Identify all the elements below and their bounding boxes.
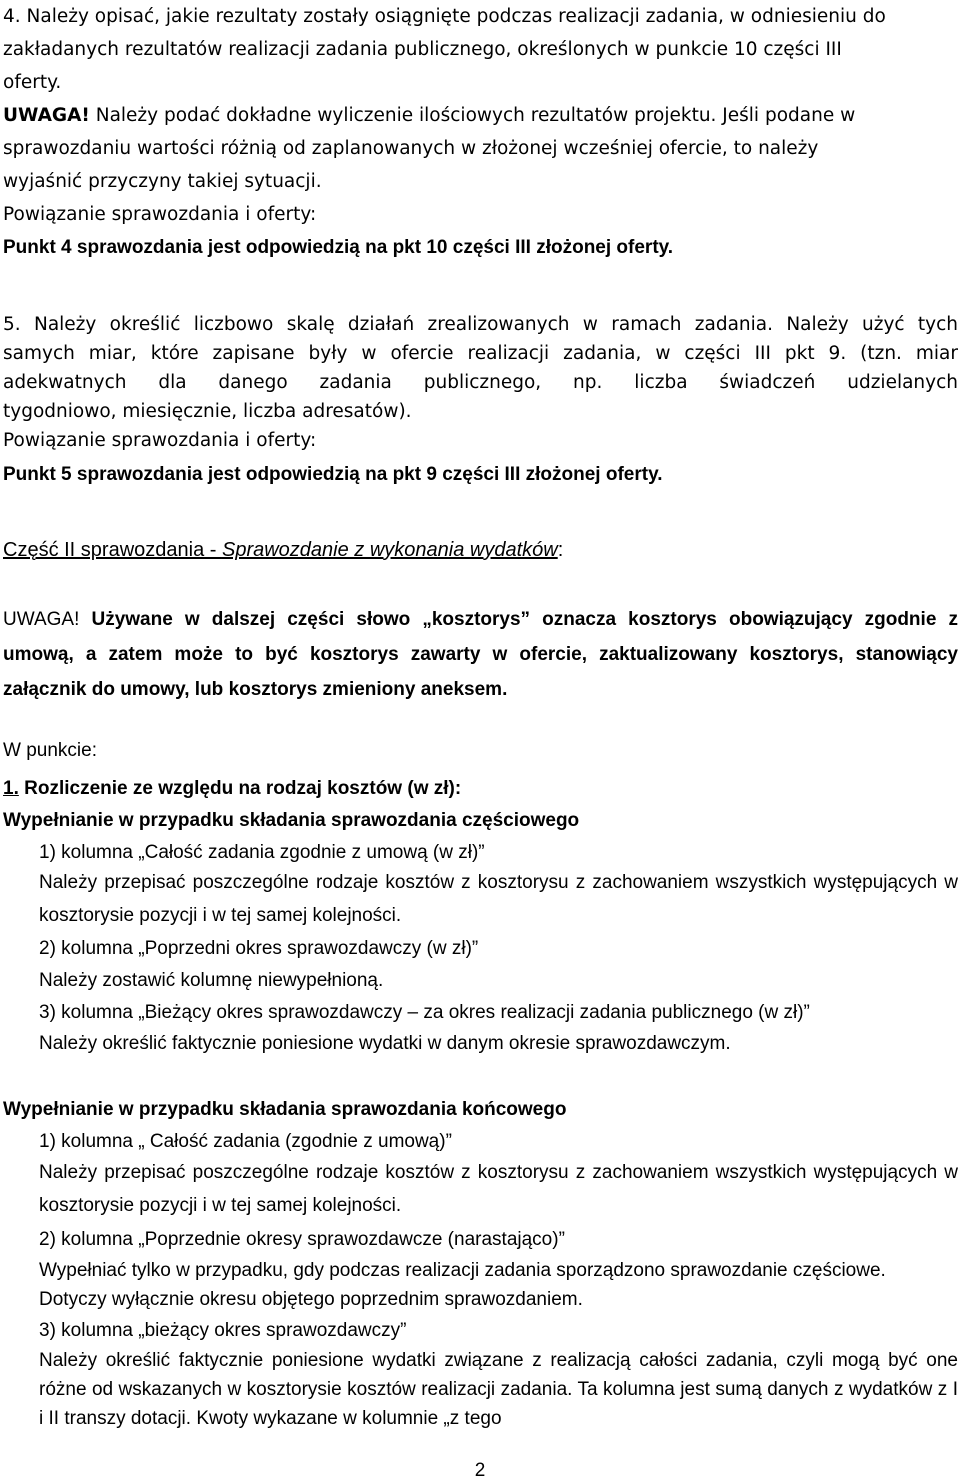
point-5-line: 5. Należy określić liczbowo skalę działań zrealizowanych w ramach zadania. Należy użyć tych (3, 314, 958, 335)
point-5-line: adekwatnych dla danego zadania publicznego, np. liczba świadczeń udzielanych (3, 372, 958, 393)
partial-col2-text: Należy zostawić kolumnę niewypełnioną. (39, 970, 384, 991)
partial-col1-text: Należy przepisać poszczególne rodzaje kosztów z kosztorysu z zachowaniem wszystkich występujących w kosztorysie pozycji i w tej samej kolejności. (39, 872, 958, 926)
point-4-line: 4. Należy opisać, jakie rezultaty zostały osiągnięte podczas realizacji zadania, w odniesieniu do (3, 6, 886, 27)
link-statement: Punkt 5 sprawozdania jest odpowiedzią na pkt 9 części III złożonej oferty. (3, 464, 663, 485)
point-4-paragraph (3, 0, 958, 264)
item-1-title: 1. Rozliczenie ze względu na rodzaj kosztów (w zł): (3, 778, 462, 799)
link-statement: Punkt 4 sprawozdania jest odpowiedzią na pkt 10 części III złożonej oferty. (3, 237, 674, 258)
point-4-line: sprawozdaniu wartości różnią od zaplanowanych w złożonej wcześniej ofercie, to należy (3, 138, 819, 159)
point-4-uwaga: UWAGA! Należy podać dokładne wyliczenie ilościowych rezultatów projektu. Jeśli podane w (3, 105, 856, 126)
link-heading: Powiązanie sprawozdania i oferty: (3, 204, 317, 225)
partial-col2-title: 2) kolumna „Poprzedni okres sprawozdawczy (w zł)” (39, 938, 479, 959)
part-2-uwaga: UWAGA! Używane w dalszej części słowo „kosztorys” oznacza kosztorys obowiązujący zgodnie z umową, a zatem może to być kosztorys zawarty w ofercie, zaktualizowany kosztorys, stanowiący załącznik do umowy, lub kosztorys zmieniony aneksem. (3, 609, 958, 700)
partial-report-heading: Wypełnianie w przypadku składania sprawozdania częściowego (3, 810, 580, 831)
point-4-line: wyjaśnić przyczyny takiej sytuacji. (3, 171, 322, 192)
point-5-line: samych miar, które zapisane były w ofercie realizacji zadania, w części III pkt 9. (tzn. miar (3, 343, 958, 364)
partial-col3-text: Należy określić faktycznie poniesione wydatki w danym okresie sprawozdawczym. (39, 1033, 731, 1054)
final-col1-title: 1) kolumna „ Całość zadania (zgodnie z umową)” (39, 1131, 452, 1152)
final-col3-text: Należy określić faktycznie poniesione wydatki związane z realizacją całości zadania, czyli mogą być one różne od wskazanych w kosztorysie kosztów realizacji zadania. Ta kolumna jest sumą danych z wydatków z I i II transzy dotacji. Kwoty wykazane w kolumnie „z tego (39, 1350, 958, 1429)
final-col2-text: Wypełniać tylko w przypadku, gdy podczas realizacji zadania sporządzono sprawozdanie częściowe. Dotyczy wyłącznie okresu objętego poprzednim sprawozdaniem. (39, 1260, 886, 1310)
w-punkcie-label: W punkcie: (3, 740, 97, 761)
final-col3-title: 3) kolumna „bieżący okres sprawozdawczy” (39, 1320, 407, 1341)
point-5-paragraph (3, 310, 958, 495)
link-heading: Powiązanie sprawozdania i oferty: (3, 430, 317, 451)
partial-col3-title: 3) kolumna „Bieżący okres sprawozdawczy – za okres realizacji zadania publicznego (w zł)” (39, 1002, 810, 1023)
final-col1-text: Należy przepisać poszczególne rodzaje kosztów z kosztorysu z zachowaniem wszystkich występujących w kosztorysie pozycji i w tej samej kolejności. (39, 1162, 958, 1216)
point-5-line: tygodniowo, miesięcznie, liczba adresatów). (3, 401, 412, 422)
page-number: 2 (474, 1460, 486, 1481)
part-2-heading: Część II sprawozdania - Sprawozdanie z wykonania wydatków: (3, 539, 564, 561)
uwaga-label: UWAGA! (3, 609, 80, 630)
final-col2-title: 2) kolumna „Poprzednie okresy sprawozdawcze (narastająco)” (39, 1229, 565, 1250)
point-4-line: oferty. (3, 72, 62, 93)
final-report-heading: Wypełnianie w przypadku składania sprawozdania końcowego (3, 1099, 567, 1120)
partial-col1-title: 1) kolumna „Całość zadania zgodnie z umową (w zł)” (39, 842, 485, 863)
point-4-line: zakładanych rezultatów realizacji zadania publicznego, określonych w punkcie 10 części III (3, 39, 842, 60)
uwaga-label: UWAGA! (3, 105, 90, 126)
